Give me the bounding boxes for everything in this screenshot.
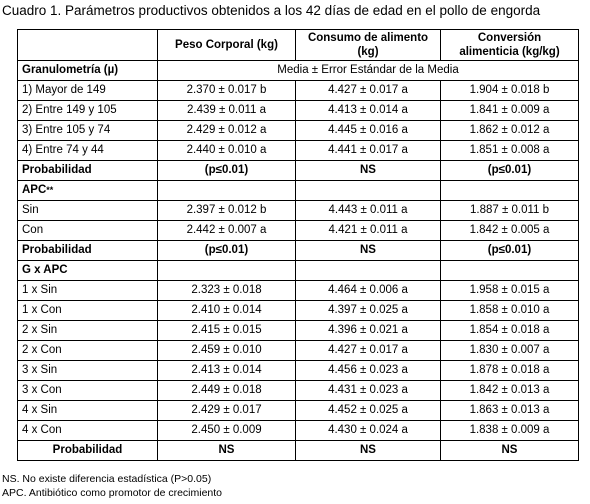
peso-cell: 2.410 ± 0.014 — [158, 301, 296, 321]
consumo-cell: 4.421 ± 0.011 a — [296, 221, 441, 241]
empty-cell — [296, 261, 441, 281]
table-row — [18, 141, 579, 161]
table-row — [18, 321, 579, 341]
probability-conversion: (p≤0.01) — [441, 161, 579, 181]
row-label: 4 x Sin — [18, 401, 158, 421]
row-label: 2 x Con — [18, 341, 158, 361]
consumo-cell: 4.456 ± 0.023 a — [296, 361, 441, 381]
conversion-cell: 1.830 ± 0.007 a — [441, 341, 579, 361]
table-row — [18, 81, 579, 101]
peso-cell: 2.429 ± 0.017 — [158, 401, 296, 421]
peso-cell: 2.413 ± 0.014 — [158, 361, 296, 381]
section-label: Granulometría (µ) — [18, 61, 158, 81]
probability-conversion: NS — [441, 441, 579, 461]
footnotes — [2, 472, 222, 500]
header-blank — [18, 30, 158, 61]
conversion-cell: 1.887 ± 0.011 b — [441, 201, 579, 221]
section-label — [18, 181, 158, 201]
probability-label: Probabilidad — [18, 441, 158, 461]
row-label: 4 x Con — [18, 421, 158, 441]
peso-cell: 2.370 ± 0.017 b — [158, 81, 296, 101]
probability-consumo: NS — [296, 441, 441, 461]
section-label: G x APC — [18, 261, 158, 281]
row-label: 3) Entre 105 y 74 — [18, 121, 158, 141]
peso-cell: 2.449 ± 0.018 — [158, 381, 296, 401]
table-row — [18, 361, 579, 381]
conversion-cell: 1.838 ± 0.009 a — [441, 421, 579, 441]
footnote-mark: ** — [46, 185, 54, 195]
header-consumo: Consumo de alimento (kg) — [296, 30, 441, 61]
conversion-cell: 1.863 ± 0.013 a — [441, 401, 579, 421]
row-label: 2) Entre 149 y 105 — [18, 101, 158, 121]
header-row — [18, 30, 579, 61]
footnote-ns: NS. No existe diferencia estadística (P>0.05) — [2, 473, 212, 485]
conversion-cell: 1.862 ± 0.012 a — [441, 121, 579, 141]
footnote-apc: APC. Antibiótico como promotor de crecimiento — [2, 487, 223, 499]
table-row — [18, 381, 579, 401]
empty-cell — [441, 261, 579, 281]
row-label: Sin — [18, 201, 158, 221]
consumo-cell: 4.443 ± 0.011 a — [296, 201, 441, 221]
empty-cell — [441, 181, 579, 201]
consumo-cell: 4.452 ± 0.025 a — [296, 401, 441, 421]
probability-consumo: NS — [296, 241, 441, 261]
table-row — [18, 101, 579, 121]
conversion-cell: 1.858 ± 0.010 a — [441, 301, 579, 321]
peso-cell: 2.415 ± 0.015 — [158, 321, 296, 341]
consumo-cell: 4.431 ± 0.023 a — [296, 381, 441, 401]
table-row — [18, 221, 579, 241]
conversion-cell: 1.854 ± 0.018 a — [441, 321, 579, 341]
empty-cell — [158, 181, 296, 201]
table-row — [18, 201, 579, 221]
header-peso: Peso Corporal (kg) — [158, 30, 296, 61]
peso-cell: 2.397 ± 0.012 b — [158, 201, 296, 221]
table-caption: Cuadro 1. Parámetros productivos obtenidos a los 42 días de edad en el pollo de engorda — [2, 3, 541, 18]
probability-row — [18, 241, 579, 261]
consumo-cell: 4.427 ± 0.017 a — [296, 341, 441, 361]
conversion-cell: 1.842 ± 0.013 a — [441, 381, 579, 401]
conversion-cell: 1.841 ± 0.009 a — [441, 101, 579, 121]
row-label: 1) Mayor de 149 — [18, 81, 158, 101]
empty-cell — [296, 181, 441, 201]
peso-cell: 2.450 ± 0.009 — [158, 421, 296, 441]
consumo-cell: 4.397 ± 0.025 a — [296, 301, 441, 321]
table-row — [18, 281, 579, 301]
conversion-cell: 1.878 ± 0.018 a — [441, 361, 579, 381]
row-label: 3 x Sin — [18, 361, 158, 381]
probability-conversion: (p≤0.01) — [441, 241, 579, 261]
consumo-cell: 4.430 ± 0.024 a — [296, 421, 441, 441]
consumo-cell: 4.396 ± 0.021 a — [296, 321, 441, 341]
table-row — [18, 301, 579, 321]
consumo-cell: 4.445 ± 0.016 a — [296, 121, 441, 141]
section-header-row — [18, 181, 579, 201]
probability-peso: (p≤0.01) — [158, 161, 296, 181]
consumo-cell: 4.441 ± 0.017 a — [296, 141, 441, 161]
empty-cell — [158, 261, 296, 281]
consumo-cell: 4.464 ± 0.006 a — [296, 281, 441, 301]
peso-cell: 2.323 ± 0.018 — [158, 281, 296, 301]
row-label: 1 x Con — [18, 301, 158, 321]
row-label: Con — [18, 221, 158, 241]
conversion-cell: 1.904 ± 0.018 b — [441, 81, 579, 101]
row-label: 1 x Sin — [18, 281, 158, 301]
row-label: 3 x Con — [18, 381, 158, 401]
row-label: 4) Entre 74 y 44 — [18, 141, 158, 161]
peso-cell: 2.459 ± 0.010 — [158, 341, 296, 361]
table-row — [18, 421, 579, 441]
section-header-row — [18, 61, 579, 81]
section-header-row — [18, 261, 579, 281]
probability-label: Probabilidad — [18, 161, 158, 181]
table-row — [18, 121, 579, 141]
conversion-cell: 1.851 ± 0.008 a — [441, 141, 579, 161]
peso-cell: 2.440 ± 0.010 a — [158, 141, 296, 161]
consumo-cell: 4.413 ± 0.014 a — [296, 101, 441, 121]
probability-peso: NS — [158, 441, 296, 461]
probability-peso: (p≤0.01) — [158, 241, 296, 261]
table-row — [18, 401, 579, 421]
table-row — [18, 341, 579, 361]
probability-row — [18, 161, 579, 181]
section-label-text: APC — [22, 184, 47, 196]
probability-row — [18, 441, 579, 461]
probability-label: Probabilidad — [18, 241, 158, 261]
section-subheader: Media ± Error Estándar de la Media — [158, 61, 579, 81]
peso-cell: 2.442 ± 0.007 a — [158, 221, 296, 241]
conversion-cell: 1.842 ± 0.005 a — [441, 221, 579, 241]
results-table — [17, 29, 579, 461]
row-label: 2 x Sin — [18, 321, 158, 341]
consumo-cell: 4.427 ± 0.017 a — [296, 81, 441, 101]
header-conversion: Conversión alimenticia (kg/kg) — [441, 30, 579, 61]
conversion-cell: 1.958 ± 0.015 a — [441, 281, 579, 301]
probability-consumo: NS — [296, 161, 441, 181]
peso-cell: 2.429 ± 0.012 a — [158, 121, 296, 141]
peso-cell: 2.439 ± 0.011 a — [158, 101, 296, 121]
